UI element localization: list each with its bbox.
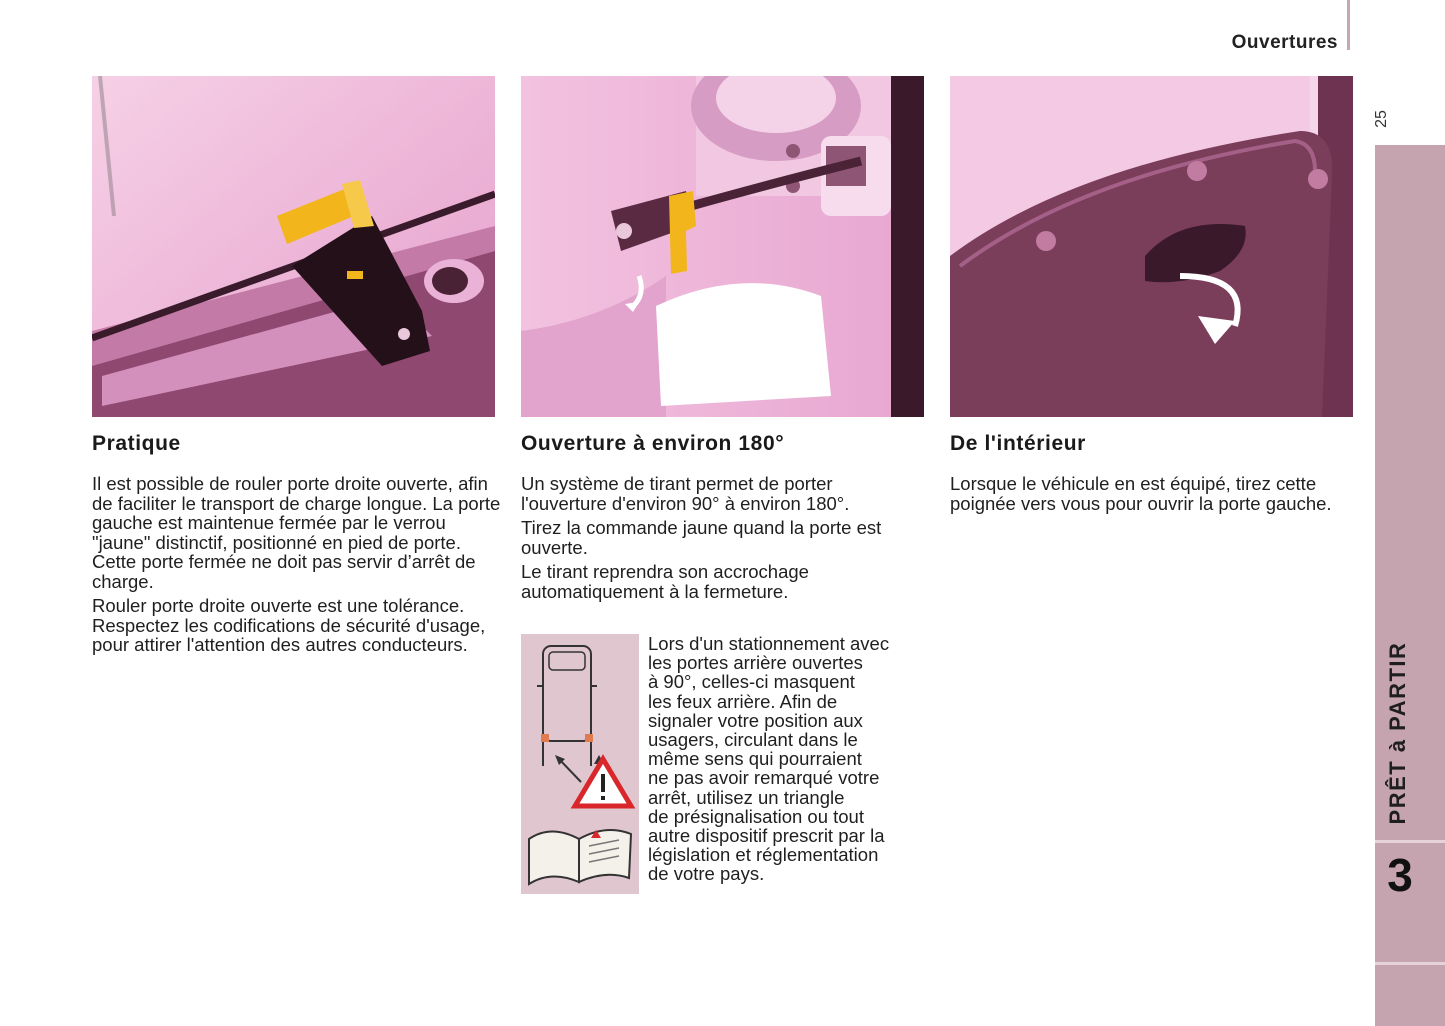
chapter-number: 3	[1387, 849, 1413, 901]
section-title: De l'intérieur	[950, 432, 1086, 455]
warning-text: Lors d'un stationnement avec les portes arrière ouvertes à 90°, celles-ci masquent les feux arrière. Afin de signaler votre position aux usagers, circulant dans le même sens qui pourraient ne pas avoir remarqué votre arrêt, utilisez un triangle de présignalisation ou tout autre dispositif prescrit par la législation et réglementation de votre pays.	[648, 633, 890, 885]
inner-door-handle-illustration	[950, 76, 1353, 417]
section-title: Pratique	[92, 432, 181, 455]
page-number: 25	[1373, 110, 1390, 128]
paragraph: Il est possible de rouler porte droite ouverte, afin de faciliter le transport de charge longue. La porte gauche est maintenue fermée par le verrou "jaune" distinctif, positionné en pied de porte. Cette porte fermée ne doit pas servir d’arrêt de charge.	[92, 473, 501, 592]
door-lock-illustration	[92, 76, 495, 417]
paragraph: Un système de tirant permet de porter l'ouverture d'environ 90° à environ 180°.	[521, 473, 850, 514]
section-title: Ouverture à environ 180°	[521, 432, 785, 455]
paragraph: Le tirant reprendra son accrochage automatiquement à la fermeture.	[521, 561, 809, 602]
door-strap-illustration	[521, 76, 924, 417]
section-pratique	[92, 432, 502, 660]
paragraph: Tirez la commande jaune quand la porte est ouverte.	[521, 517, 882, 558]
warning-pictogram	[521, 634, 639, 894]
side-tab-divider-bottom	[1375, 962, 1445, 965]
section-ouverture-180	[521, 432, 921, 606]
header-divider	[1347, 0, 1350, 50]
side-tab-divider	[1375, 840, 1445, 843]
chapter-header-title: Ouvertures	[1231, 32, 1338, 53]
paragraph: Rouler porte droite ouverte est une tolérance. Respectez les codifications de sécurité d'usage, pour attirer l'attention des autres conducteurs.	[92, 595, 486, 655]
section-interieur	[950, 432, 1360, 518]
paragraph: Lorsque le véhicule en est équipé, tirez cette poignée vers vous pour ouvrir la porte gauche.	[950, 473, 1332, 514]
chapter-side-label: PRÊT à PARTIR	[1385, 641, 1410, 825]
